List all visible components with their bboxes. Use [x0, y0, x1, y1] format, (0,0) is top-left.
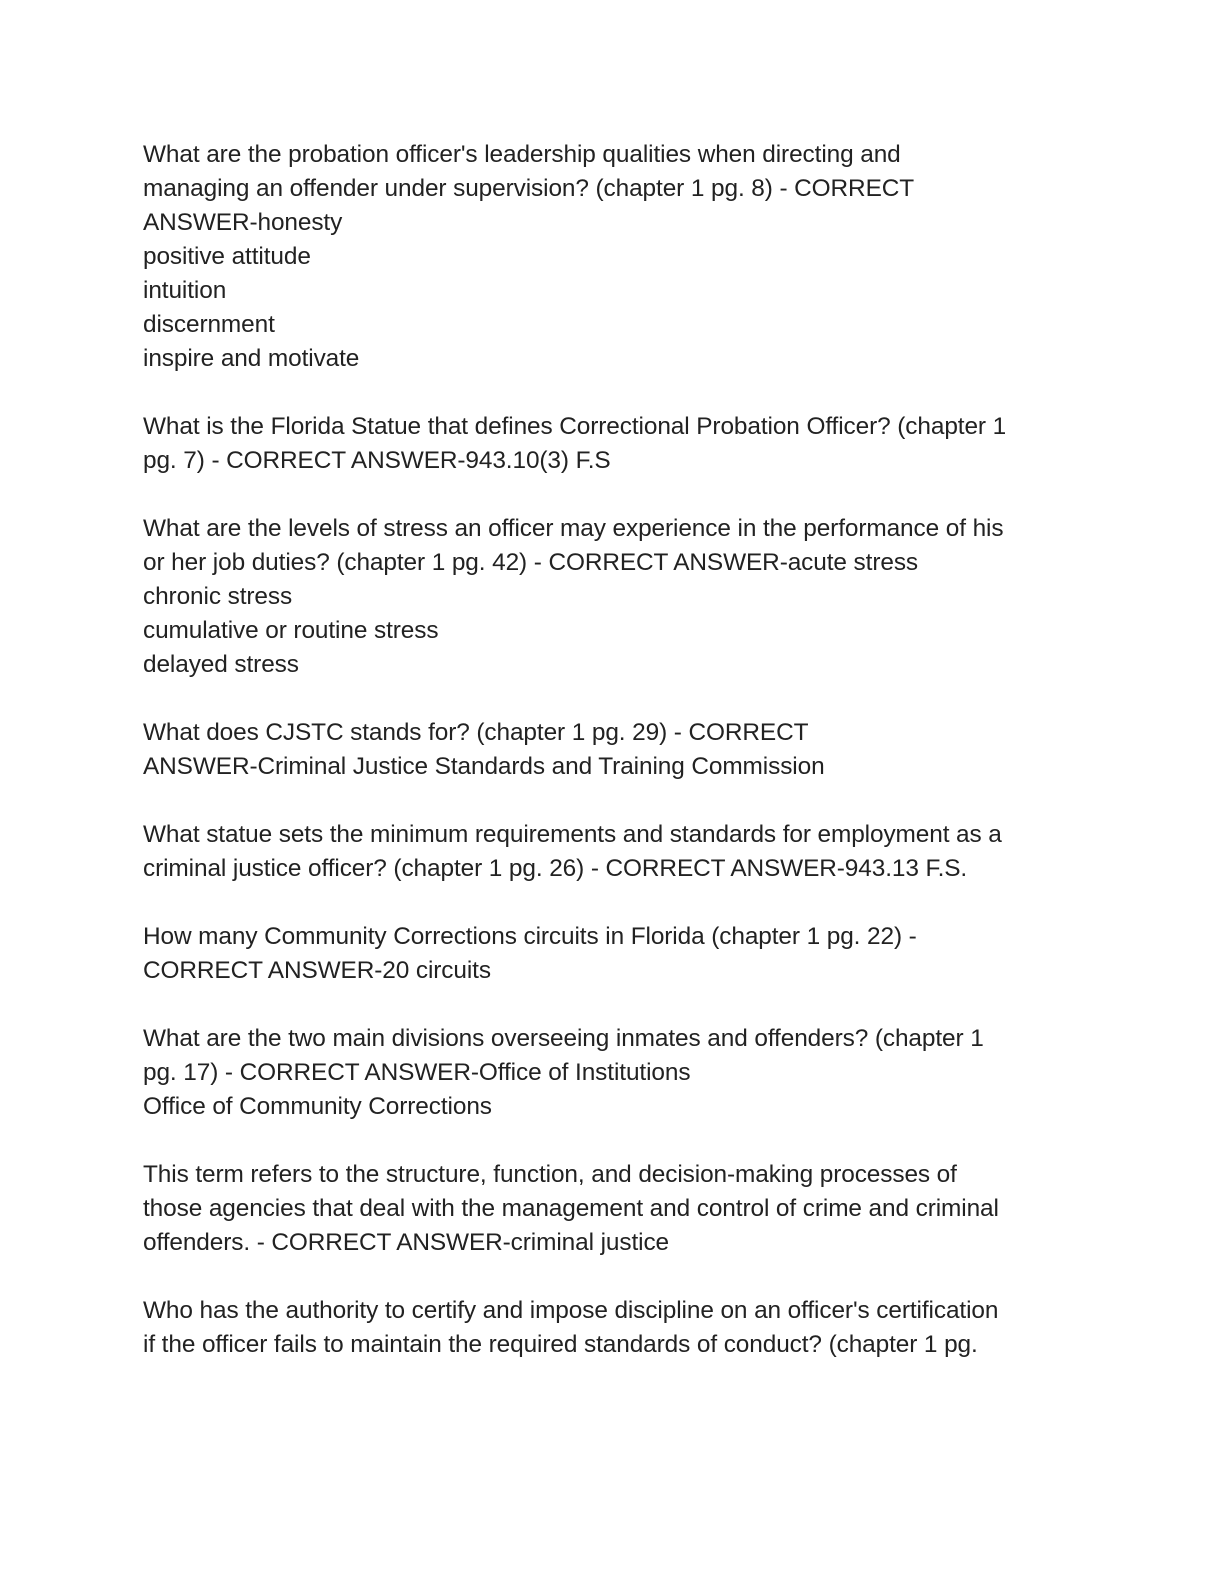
text-line: chronic stress: [143, 583, 293, 610]
qa-entry: [143, 818, 1074, 886]
text-line: or her job duties? (chapter 1 pg. 42) - CORRECT ANSWER-acute stress: [143, 549, 919, 576]
text-line: What are the two main divisions overseeing inmates and offenders? (chapter 1: [143, 1025, 984, 1052]
text-line: positive attitude: [143, 243, 311, 270]
text-line: How many Community Corrections circuits in Florida (chapter 1 pg. 22) -: [143, 923, 917, 950]
text-line: ANSWER-honesty: [143, 209, 343, 236]
text-line: What are the probation officer's leadership qualities when directing and: [143, 141, 901, 168]
text-line: cumulative or routine stress: [143, 617, 439, 644]
qa-entry: [143, 512, 1074, 682]
text-line: This term refers to the structure, function, and decision-making processes of: [143, 1161, 957, 1188]
text-line: intuition: [143, 277, 227, 304]
text-line: What does CJSTC stands for? (chapter 1 pg. 29) - CORRECT: [143, 719, 809, 746]
text-line: if the officer fails to maintain the required standards of conduct? (chapter 1 pg.: [143, 1331, 978, 1358]
text-line: pg. 7) - CORRECT ANSWER-943.10(3) F.S: [143, 447, 611, 474]
qa-entry: [143, 716, 1074, 784]
text-line: managing an offender under supervision? (chapter 1 pg. 8) - CORRECT: [143, 175, 915, 202]
text-line: those agencies that deal with the management and control of crime and criminal: [143, 1195, 999, 1222]
qa-entry: [143, 1158, 1074, 1260]
text-line: Who has the authority to certify and impose discipline on an officer's certification: [143, 1297, 999, 1324]
qa-entry: [143, 138, 1074, 376]
text-line: Office of Community Corrections: [143, 1093, 492, 1120]
text-line: pg. 17) - CORRECT ANSWER-Office of Institutions: [143, 1059, 691, 1086]
text-line: ANSWER-Criminal Justice Standards and Training Commission: [143, 753, 825, 780]
qa-entry: [143, 410, 1074, 478]
qa-entry: [143, 920, 1074, 988]
text-line: inspire and motivate: [143, 345, 360, 372]
qa-entry: [143, 1022, 1074, 1124]
text-line: What are the levels of stress an officer may experience in the performance of his: [143, 515, 1004, 542]
qa-entry: [143, 1294, 1074, 1362]
text-line: delayed stress: [143, 651, 299, 678]
text-line: What is the Florida Statue that defines Correctional Probation Officer? (chapter 1: [143, 413, 1007, 440]
text-line: What statue sets the minimum requirements and standards for employment as a: [143, 821, 1002, 848]
text-line: CORRECT ANSWER-20 circuits: [143, 957, 491, 984]
text-line: offenders. - CORRECT ANSWER-criminal justice: [143, 1229, 670, 1256]
text-line: criminal justice officer? (chapter 1 pg. 26) - CORRECT ANSWER-943.13 F.S.: [143, 855, 968, 882]
text-line: discernment: [143, 311, 275, 338]
